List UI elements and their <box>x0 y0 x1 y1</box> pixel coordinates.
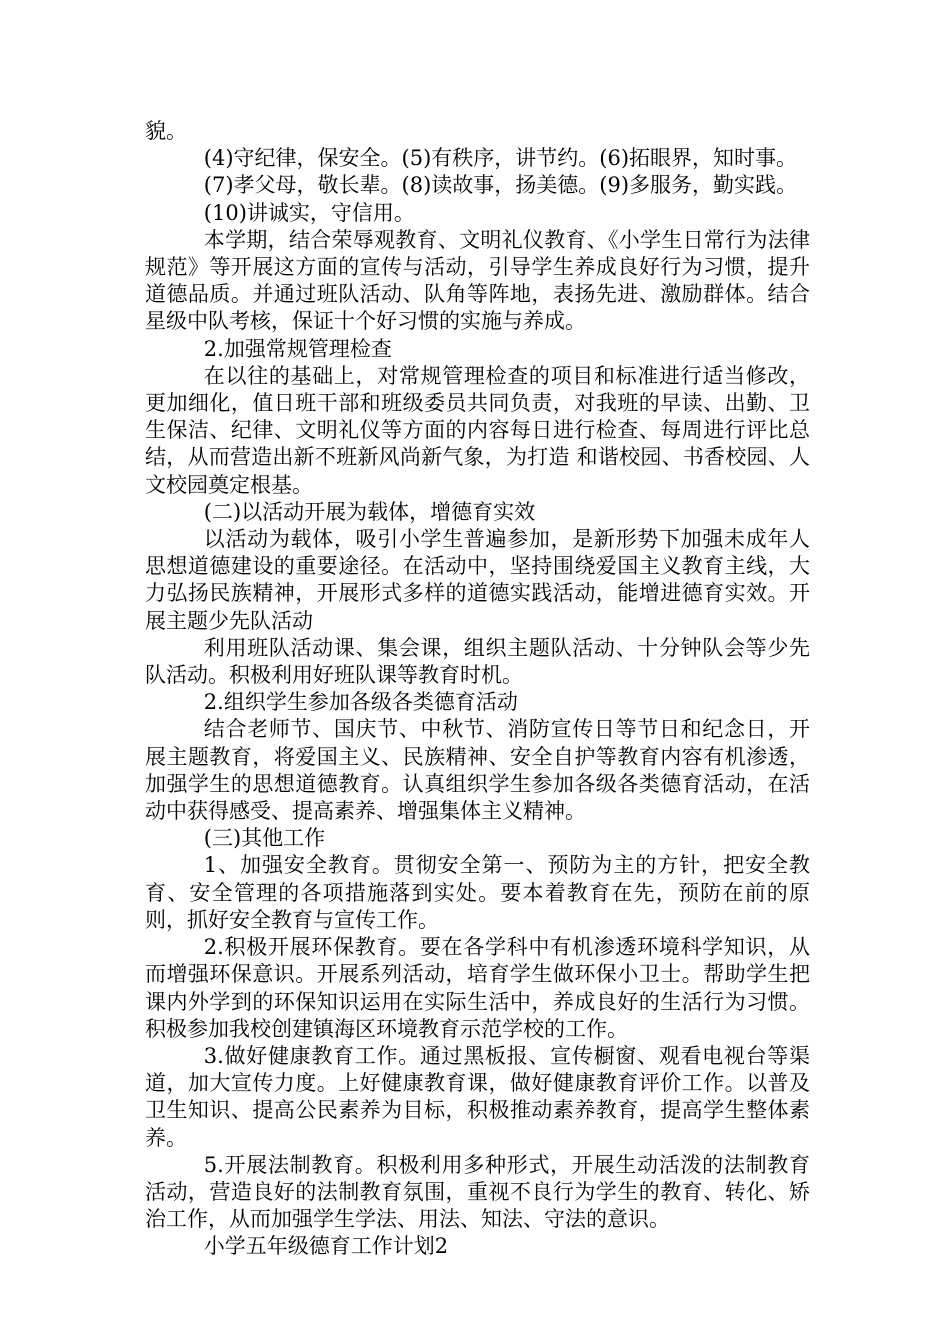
section-heading: (三)其他工作 <box>203 826 326 851</box>
paragraph: (7)孝父母，敬长辈。(8)读故事，扬美德。(9)多服务，勤实践。 <box>203 173 798 198</box>
section-heading: 2.加强常规管理检查 <box>203 336 392 361</box>
paragraph: 在以往的基础上，对常规管理检查的项目和标准进行适当修改，更加细化，值日班干部和班级委员共同负责，对我班的早读、出勤、卫生保洁、纪律、文明礼仪等方面的内容每日进行检查、每周进行评比总结，从而营造出新不班新风尚新气象，为打造 和谐校园、书香校园、人文校园奠定根基。 <box>145 363 810 497</box>
paragraph: 本学期，结合荣辱观教育、文明礼仪教育、《小学生日常行为法律规范》等开展这方面的宣传与活动，引导学生养成良好行为习惯，提升道德品质。并通过班队活动、队角等阵地，表扬先进、激励群体。结合星级中队考核，保证十个好习惯的实施与养成。 <box>145 227 810 334</box>
paragraph: 以活动为载体，吸引小学生普遍参加，是新形势下加强未成年人思想道德建设的重要途径。在活动中，坚持围绕爱国主义教育主线，大力弘扬民族精神，开展形式多样的道德实践活动，能增进德育实效。开展主题少先队活动 <box>145 527 810 633</box>
paragraph: 5.开展法制教育。积极利用多种形式，开展生动活泼的法制教育活动，营造良好的法制教育氛围，重视不良行为学生的教育、转化、矫治工作，从而加强学生学法、用法、知法、守法的意识。 <box>145 1152 810 1232</box>
paragraph: 1、加强安全教育。贯彻安全第一、预防为主的方针，把安全教育、安全管理的各项措施落到实处。要本着教育在先，预防在前的原则，抓好安全教育与宣传工作。 <box>145 853 810 932</box>
document-body <box>145 118 810 1261</box>
paragraph: 3.做好健康教育工作。通过黑板报、宣传橱窗、观看电视台等渠道，加大宣传力度。上好健康教育课，做好健康教育评价工作。以普及卫生知识、提高公民素养为目标，积极推动素养教育，提高学生整体素养。 <box>145 1043 810 1150</box>
paragraph: 利用班队活动课、集会课，组织主题队活动、十分钟队会等少先队活动。积极利用好班队课等教育时机。 <box>145 635 810 688</box>
paragraph: 2.积极开展环保教育。要在各学科中有机渗透环境科学知识，从而增强环保意识。开展系列活动，培育学生做环保小卫士。帮助学生把课内外学到的环保知识运用在实际生活中，养成良好的生活行为习惯。积极参加我校创建镇海区环境教育示范学校的工作。 <box>145 935 810 1041</box>
document-subtitle: 小学五年级德育工作计划2 <box>203 1234 449 1259</box>
paragraph: 结合老师节、国庆节、中秋节、消防宣传日等节日和纪念日，开展主题教育，将爱国主义、民族精神、安全自护等教育内容有机渗透，加强学生的思想道德教育。认真组织学生参加各级各类德育活动，在活动中获得感受、提高素养、增强集体主义精神。 <box>145 717 810 824</box>
section-heading: (二)以活动开展为载体，增德育实效 <box>203 499 536 524</box>
paragraph: (10)讲诚实，守信用。 <box>203 200 415 225</box>
section-heading: 2.组织学生参加各级各类德育活动 <box>203 690 518 715</box>
paragraph: (4)守纪律，保安全。(5)有秩序，讲节约。(6)拓眼界，知时事。 <box>203 146 798 171</box>
paragraph: 貌。 <box>145 119 187 143</box>
